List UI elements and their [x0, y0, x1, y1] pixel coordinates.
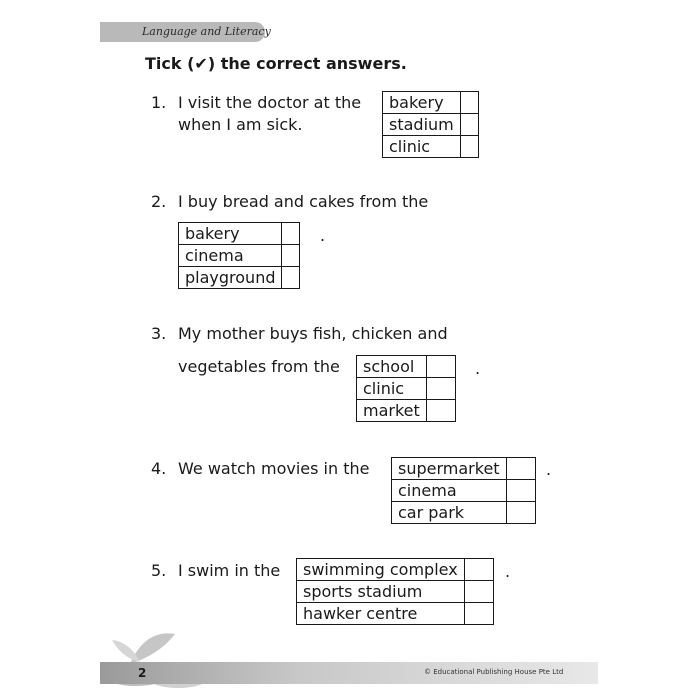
option-row	[297, 603, 494, 625]
tick-box[interactable]	[282, 245, 300, 267]
tick-box[interactable]	[464, 581, 493, 603]
option-label: stadium	[383, 114, 461, 136]
option-label: sports stadium	[297, 581, 465, 603]
instruction-title: Tick (✔) the correct answers.	[145, 54, 407, 73]
question-2-line-1	[151, 191, 428, 213]
tick-box[interactable]	[506, 502, 535, 524]
question-1-line-2: when I am sick.	[178, 115, 303, 134]
option-label: school	[357, 356, 427, 378]
option-label: supermarket	[392, 458, 507, 480]
question-5-options	[296, 558, 494, 625]
option-label: hawker centre	[297, 603, 465, 625]
question-3-line-2: vegetables from the	[178, 357, 340, 376]
question-text: I buy bread and cakes from the	[178, 192, 429, 211]
tick-box[interactable]	[506, 458, 535, 480]
option-row	[357, 356, 456, 378]
tick-box[interactable]	[426, 400, 455, 422]
question-text: My mother buys fish, chicken and	[178, 324, 448, 343]
question-2-options	[178, 222, 300, 289]
option-label: cinema	[392, 480, 507, 502]
question-number: 4.	[151, 459, 167, 478]
tick-box[interactable]	[460, 114, 478, 136]
page-number: 2	[138, 666, 147, 680]
option-row	[297, 581, 494, 603]
question-text: We watch movies in the	[178, 459, 370, 478]
option-label: bakery	[383, 92, 461, 114]
question-number: 2.	[151, 192, 167, 211]
question-4-options	[391, 457, 536, 524]
tick-box[interactable]	[426, 356, 455, 378]
option-label: bakery	[179, 223, 282, 245]
option-label: clinic	[383, 136, 461, 158]
option-label: clinic	[357, 378, 427, 400]
tick-box[interactable]	[506, 480, 535, 502]
option-row	[383, 92, 479, 114]
question-number: 5.	[151, 561, 167, 580]
option-label: swimming complex	[297, 559, 465, 581]
question-3-line-1	[151, 323, 448, 345]
question-4-line-1	[151, 458, 369, 480]
tick-box[interactable]	[282, 267, 300, 289]
option-label: market	[357, 400, 427, 422]
sentence-period: .	[546, 460, 552, 479]
question-1-line-1	[151, 92, 361, 114]
question-number: 1.	[151, 93, 167, 112]
sentence-period: .	[475, 359, 481, 378]
option-row	[383, 136, 479, 158]
sentence-period: .	[320, 226, 326, 245]
option-label: cinema	[179, 245, 282, 267]
option-row	[383, 114, 479, 136]
question-number: 3.	[151, 324, 167, 343]
question-3-options	[356, 355, 456, 422]
subject-header-tab	[100, 22, 271, 42]
option-row	[179, 267, 300, 289]
tick-box[interactable]	[426, 378, 455, 400]
question-1-options	[382, 91, 479, 158]
option-row	[357, 378, 456, 400]
question-text: I visit the doctor at the	[178, 93, 362, 112]
tick-box[interactable]	[460, 136, 478, 158]
option-row	[179, 245, 300, 267]
tick-box[interactable]	[282, 223, 300, 245]
sentence-period: .	[505, 562, 511, 581]
question-5-line-1	[151, 560, 280, 582]
option-row	[179, 223, 300, 245]
option-label: playground	[179, 267, 282, 289]
option-row	[297, 559, 494, 581]
option-row	[392, 458, 536, 480]
subject-label: Language and Literacy	[142, 25, 271, 38]
question-text: I swim in the	[178, 561, 281, 580]
option-row	[357, 400, 456, 422]
option-row	[392, 502, 536, 524]
option-label: car park	[392, 502, 507, 524]
tick-box[interactable]	[464, 603, 493, 625]
option-row	[392, 480, 536, 502]
copyright-notice: © Educational Publishing House Pte Ltd	[424, 668, 564, 676]
tick-box[interactable]	[460, 92, 478, 114]
tick-box[interactable]	[464, 559, 493, 581]
